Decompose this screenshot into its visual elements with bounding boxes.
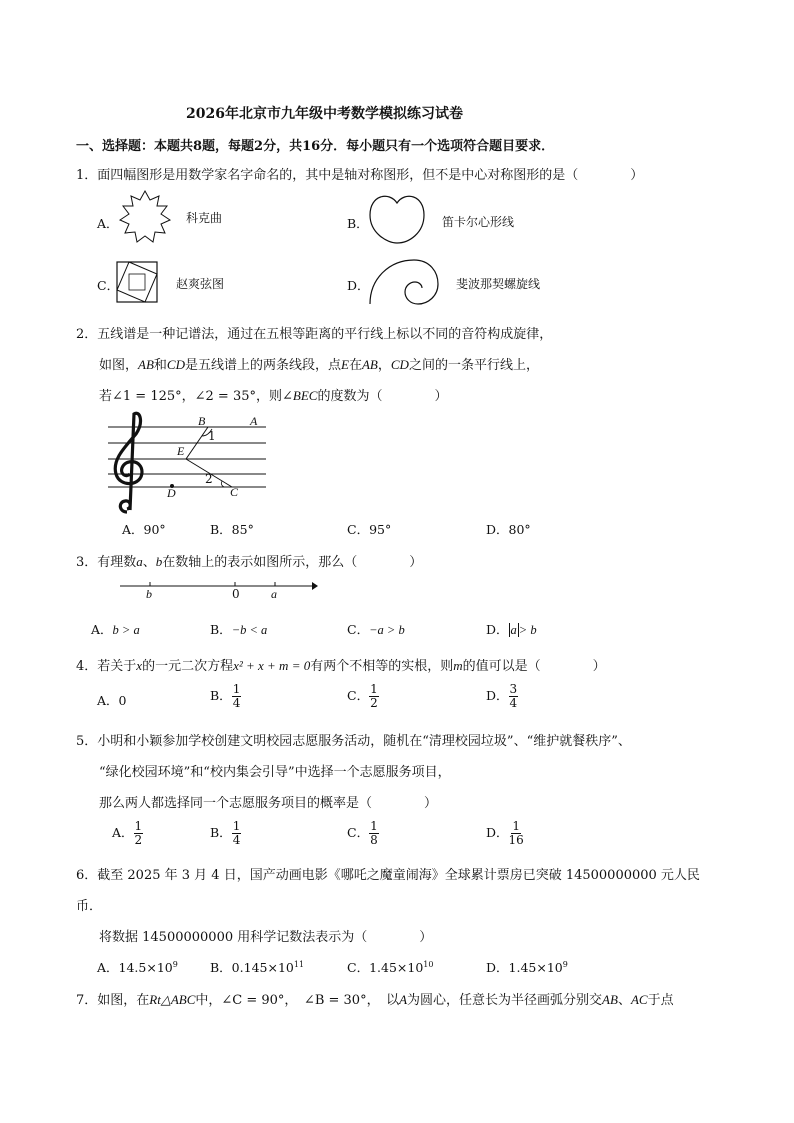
koch-snowflake-figure (115, 188, 175, 248)
question-6-line2: 币． (76, 899, 103, 914)
q5-option-a: A． $\frac{1}{2}$ (112, 819, 143, 847)
q1-option-c-name: 赵爽弦图 (176, 277, 225, 291)
q1-option-a-label: A． (97, 216, 119, 231)
cardioid-figure (367, 193, 427, 248)
question-2-line1: 2．五线谱是一种记谱法，通过在五根等距离的平行线上标以不同的音符构成旋律， (76, 327, 553, 342)
section-heading: 一、选择题：本题共8题，每题2分，共16分．每小题只有一个选项符合题目要求． (76, 139, 555, 154)
question-5-line1: 5．小明和小颖参加学校创建文明校园志愿服务活动，随机在“清理校园垃圾”、“维护就餐秩序”、 (76, 734, 631, 749)
staff-diagram (104, 412, 274, 517)
q1-option-a-name: 科克曲 (186, 211, 223, 225)
question-2-line2: 如图，AB和CD是五线谱上的两条线段，点E在AB，CD之间的一条平行线上， (99, 357, 539, 373)
q5-option-d: D． $\frac{1}{16}$ (486, 819, 524, 847)
q6-option-b: B．$0.145\times 10^{11}$ (210, 959, 305, 975)
q1-option-d-label: D． (347, 278, 370, 293)
question-7-line1: 7．如图，在Rt△ABC中，∠C = 90°， ∠B = 30°， 以A为圆心，任意长为半径画弧分别交AB、AC于点 (76, 992, 674, 1008)
axis-label-b: b (146, 587, 152, 601)
q6-option-a: A．$14.5\times 10^9$ (97, 959, 178, 975)
zhaoshuang-diagram-figure (116, 261, 158, 303)
question-6-line3: 将数据 14500000000 用科学记数法表示为（ ） (99, 930, 433, 945)
q4-option-d: D． $\frac{3}{4}$ (486, 682, 518, 710)
question-4-stem: 4．若关于x的一元二次方程x² + x + m = 0有两个不相等的实根，则m的值可以是（ ） (76, 658, 606, 674)
question-5-line2: “绿化校园环境”和“校内集会引导”中选择一个志愿服务项目， (99, 765, 451, 780)
page-title: 2026年北京市九年级中考数学模拟练习试卷 (186, 106, 463, 122)
q3-option-d: D． a > b (486, 622, 537, 637)
q5-option-c: C． $\frac{1}{8}$ (347, 819, 378, 847)
q6-option-c: C．$1.45\times 10^{10}$ (347, 959, 434, 975)
q1-option-b-label: B． (347, 216, 369, 231)
question-2-line3: 若∠1 = 125°，∠2 = 35°，则∠BEC的度数为（ ） (99, 388, 448, 404)
q2-option-c: C．95° (347, 522, 392, 537)
q4-option-b: B． $\frac{1}{4}$ (210, 682, 241, 710)
label-angle-2: 2 (205, 472, 213, 486)
q3-option-c: C．−a > b (347, 622, 405, 637)
label-B: B (198, 414, 206, 428)
question-1-stem: 1．面四幅图形是用数学家名字命名的，其中是轴对称图形，但不是中心对称图形的是（ ） (76, 168, 644, 183)
question-6-line1: 6．截至 2025 年 3 月 4 日，国产动画电影《哪吒之魔童闹海》全球累计票房已突破 14500000000 元人民 (76, 868, 700, 883)
q1-option-c-label: C． (97, 278, 120, 293)
q2-option-d: D．80° (486, 522, 531, 537)
q2-option-b: B．85° (210, 522, 254, 537)
arrow-icon (312, 582, 318, 590)
label-A: A (250, 414, 258, 428)
q1-option-d-name: 斐波那契螺旋线 (456, 277, 541, 291)
q4-option-a: A．0 (97, 693, 127, 708)
q3-option-a: A．b > a (91, 622, 140, 637)
fibonacci-spiral-figure (368, 258, 440, 306)
question-5-line3: 那么两人都选择同一个志愿服务项目的概率是（ ） (99, 796, 438, 811)
q4-option-c: C． $\frac{1}{2}$ (347, 682, 378, 710)
label-C: C (230, 485, 239, 499)
q2-option-a: A．90° (122, 522, 166, 537)
q5-option-b: B． $\frac{1}{4}$ (210, 819, 241, 847)
label-D: D (167, 486, 176, 500)
q3-option-b: B．−b < a (210, 622, 268, 637)
question-3-stem: 3．有理数a、b在数轴上的表示如图所示，那么（ ） (76, 554, 423, 570)
treble-clef-icon (115, 413, 142, 512)
label-E: E (177, 444, 185, 458)
axis-label-0: 0 (232, 587, 240, 601)
label-angle-1: 1 (208, 429, 216, 443)
axis-label-a: a (271, 587, 277, 601)
q6-option-d: D．$1.45\times 10^9$ (486, 959, 568, 975)
q1-option-b-name: 笛卡尔心形线 (442, 215, 515, 229)
